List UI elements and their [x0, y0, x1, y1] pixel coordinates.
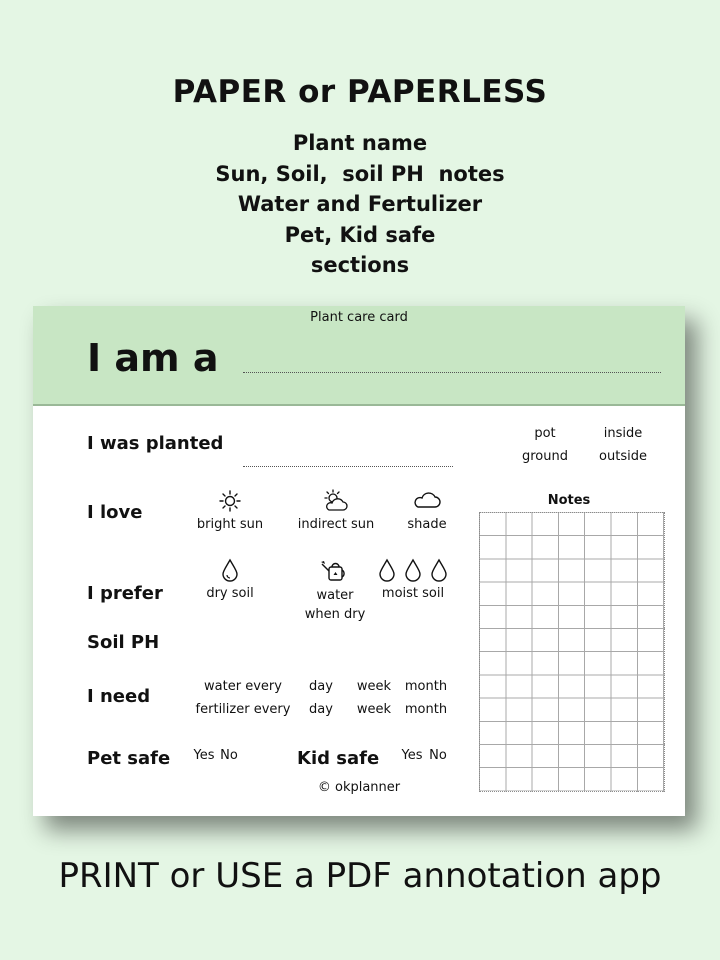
card-header — [33, 306, 685, 406]
planted-label: I was planted — [87, 433, 224, 454]
option-indirect-sun[interactable]: indirect sun — [297, 517, 375, 532]
pet-safe-label: Pet safe — [87, 748, 171, 769]
feature-item: Plant name — [292, 131, 428, 155]
pet-yes[interactable]: Yes — [193, 748, 215, 763]
kid-safe-label: Kid safe — [297, 748, 380, 769]
love-label: I love — [87, 502, 143, 523]
cloud-icon — [413, 491, 441, 509]
need-label: I need — [87, 686, 151, 707]
water-freq-day[interactable]: day — [309, 679, 333, 694]
feature-item: Water and Fertulizer — [237, 192, 483, 216]
option-shade[interactable]: shade — [407, 517, 447, 532]
option-pot[interactable]: pot — [534, 426, 556, 441]
water-drop-icon — [221, 558, 239, 582]
card-subtitle: Plant care card — [310, 310, 408, 325]
option-inside[interactable]: inside — [603, 426, 643, 441]
feature-list — [0, 128, 720, 281]
fertilizer-freq-week[interactable]: week — [356, 702, 392, 717]
partly-cloudy-icon — [322, 489, 348, 513]
watering-can-icon — [320, 558, 350, 584]
feature-item: sections — [310, 253, 410, 277]
pet-no[interactable]: No — [220, 748, 238, 763]
option-moist-soil[interactable]: moist soil — [381, 586, 445, 601]
water-label: water — [316, 588, 354, 603]
kid-yes[interactable]: Yes — [401, 748, 423, 763]
card-heading: I am a — [87, 336, 219, 380]
when-dry-label: when dry — [304, 607, 366, 622]
headline: PAPER or PAPERLESS — [172, 74, 548, 110]
option-dry-soil[interactable]: dry soil — [206, 586, 254, 601]
option-bright-sun[interactable]: bright sun — [196, 517, 264, 532]
sun-icon — [219, 490, 241, 512]
kid-no[interactable]: No — [429, 748, 447, 763]
prefer-label: I prefer — [87, 583, 163, 604]
feature-item: Pet, Kid safe — [284, 222, 436, 247]
water-every-label: water every — [204, 679, 282, 694]
copyright: © okplanner — [317, 780, 401, 795]
notes-title: Notes — [547, 493, 591, 508]
feature-item: Sun, Soil, soil PH notes — [215, 161, 505, 186]
three-drops-icon — [377, 558, 449, 582]
footer-caption: PRINT or USE a PDF annotation app — [58, 856, 662, 896]
option-water-when-dry[interactable] — [295, 586, 375, 624]
plant-name-line[interactable] — [243, 372, 661, 373]
option-ground[interactable]: ground — [522, 449, 568, 464]
option-outside[interactable]: outside — [599, 449, 647, 464]
plant-care-card — [33, 306, 685, 816]
fertilizer-freq-month[interactable]: month — [404, 702, 448, 717]
planted-date-line[interactable] — [243, 466, 453, 467]
fertilizer-every-label: fertilizer every — [195, 702, 291, 717]
water-freq-week[interactable]: week — [356, 679, 392, 694]
soil-ph-label: Soil PH — [87, 632, 160, 653]
water-freq-month[interactable]: month — [404, 679, 448, 694]
notes-grid[interactable] — [479, 512, 665, 792]
fertilizer-freq-day[interactable]: day — [309, 702, 333, 717]
